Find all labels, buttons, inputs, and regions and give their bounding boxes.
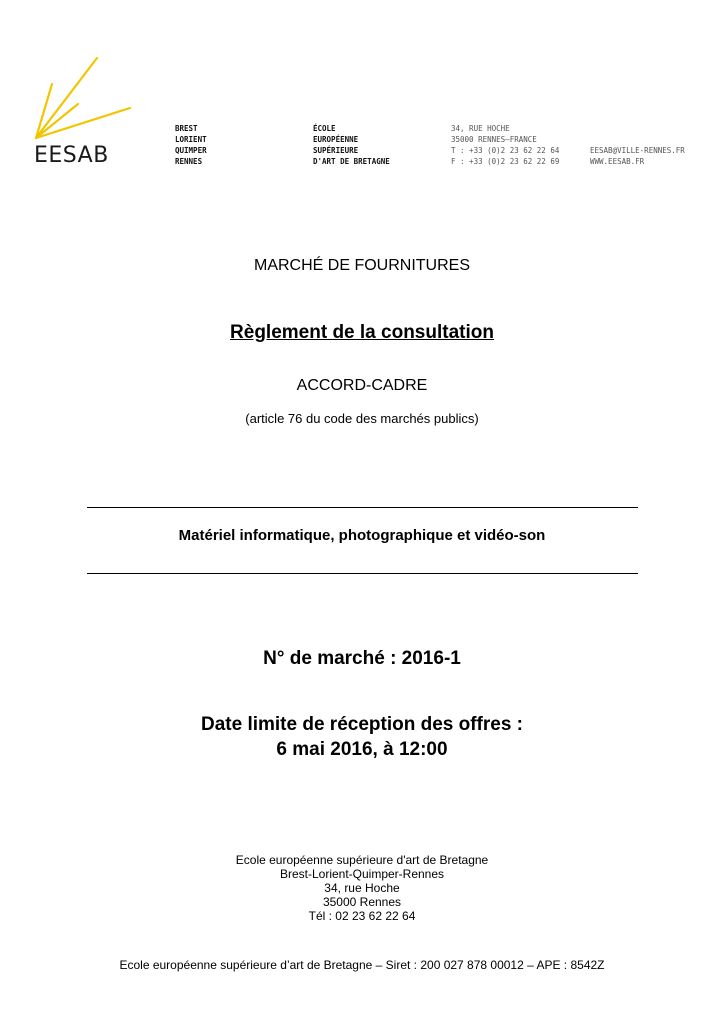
footer-address-line: Brest-Lorient-Quimper-Rennes	[279, 867, 445, 881]
city-quimper: QUIMPER	[175, 146, 207, 155]
deadline-value: 6 mai 2016, à 12:00	[276, 739, 448, 760]
footer-address-line: 35000 Rennes	[322, 895, 402, 909]
footer-address-line: Tél : 02 23 62 22 64	[308, 909, 416, 923]
market-number: N° de marché : 2016-1	[263, 648, 461, 669]
deadline-label: Date limite de réception des offres :	[200, 714, 524, 735]
divider-bottom	[87, 573, 638, 574]
subject-title: Matériel informatique, photographique et vidéo-son	[178, 527, 546, 544]
footer-address-line: Ecole européenne supérieure d'art de Bretagne	[235, 853, 489, 867]
contact-email-link[interactable]: EESAB@VILLE-RENNES.FR	[590, 146, 685, 155]
address-fax: F : +33 (0)2 23 62 22 69	[451, 157, 560, 166]
page-title: Règlement de la consultation	[230, 322, 494, 343]
divider-top	[87, 507, 638, 508]
address-phone: T : +33 (0)2 23 62 22 64	[451, 146, 560, 155]
footer-address-line: 34, rue Hoche	[324, 881, 400, 895]
header-address	[451, 123, 559, 167]
city-lorient: LORIENT	[175, 135, 207, 144]
agreement-type: ACCORD-CADRE	[296, 377, 428, 394]
header-cities	[175, 123, 207, 167]
logo-rays	[36, 58, 130, 138]
logo-ray-4	[36, 108, 130, 138]
school-name-line: D'ART DE BRETAGNE	[313, 157, 390, 166]
contact-website-link[interactable]: WWW.EESAB.FR	[590, 157, 645, 166]
article-reference: (article 76 du code des marchés publics)	[245, 411, 479, 426]
market-type: MARCHÉ DE FOURNITURES	[253, 257, 470, 274]
logo-ray-2	[36, 84, 52, 138]
eesab-logo-rays-icon	[30, 54, 135, 144]
logo-text: EESAB	[34, 143, 109, 168]
school-name-line: EUROPÉENNE	[313, 135, 359, 144]
header-school-name	[313, 123, 390, 167]
footer-siret-line: Ecole européenne supérieure d’art de Bretagne – Siret : 200 027 878 00012 – APE : 8542Z	[119, 958, 605, 972]
footer-address-block	[0, 853, 724, 923]
header-contact	[590, 145, 685, 167]
address-city: 35000 RENNES–FRANCE	[451, 135, 537, 144]
school-name-line: SUPÉRIEURE	[313, 146, 359, 155]
address-street: 34, RUE HOCHE	[451, 124, 510, 133]
logo-ray-1	[36, 58, 97, 138]
city-brest: BREST	[175, 124, 198, 133]
city-rennes: RENNES	[175, 157, 203, 166]
school-name-line: ÉCOLE	[313, 124, 336, 133]
